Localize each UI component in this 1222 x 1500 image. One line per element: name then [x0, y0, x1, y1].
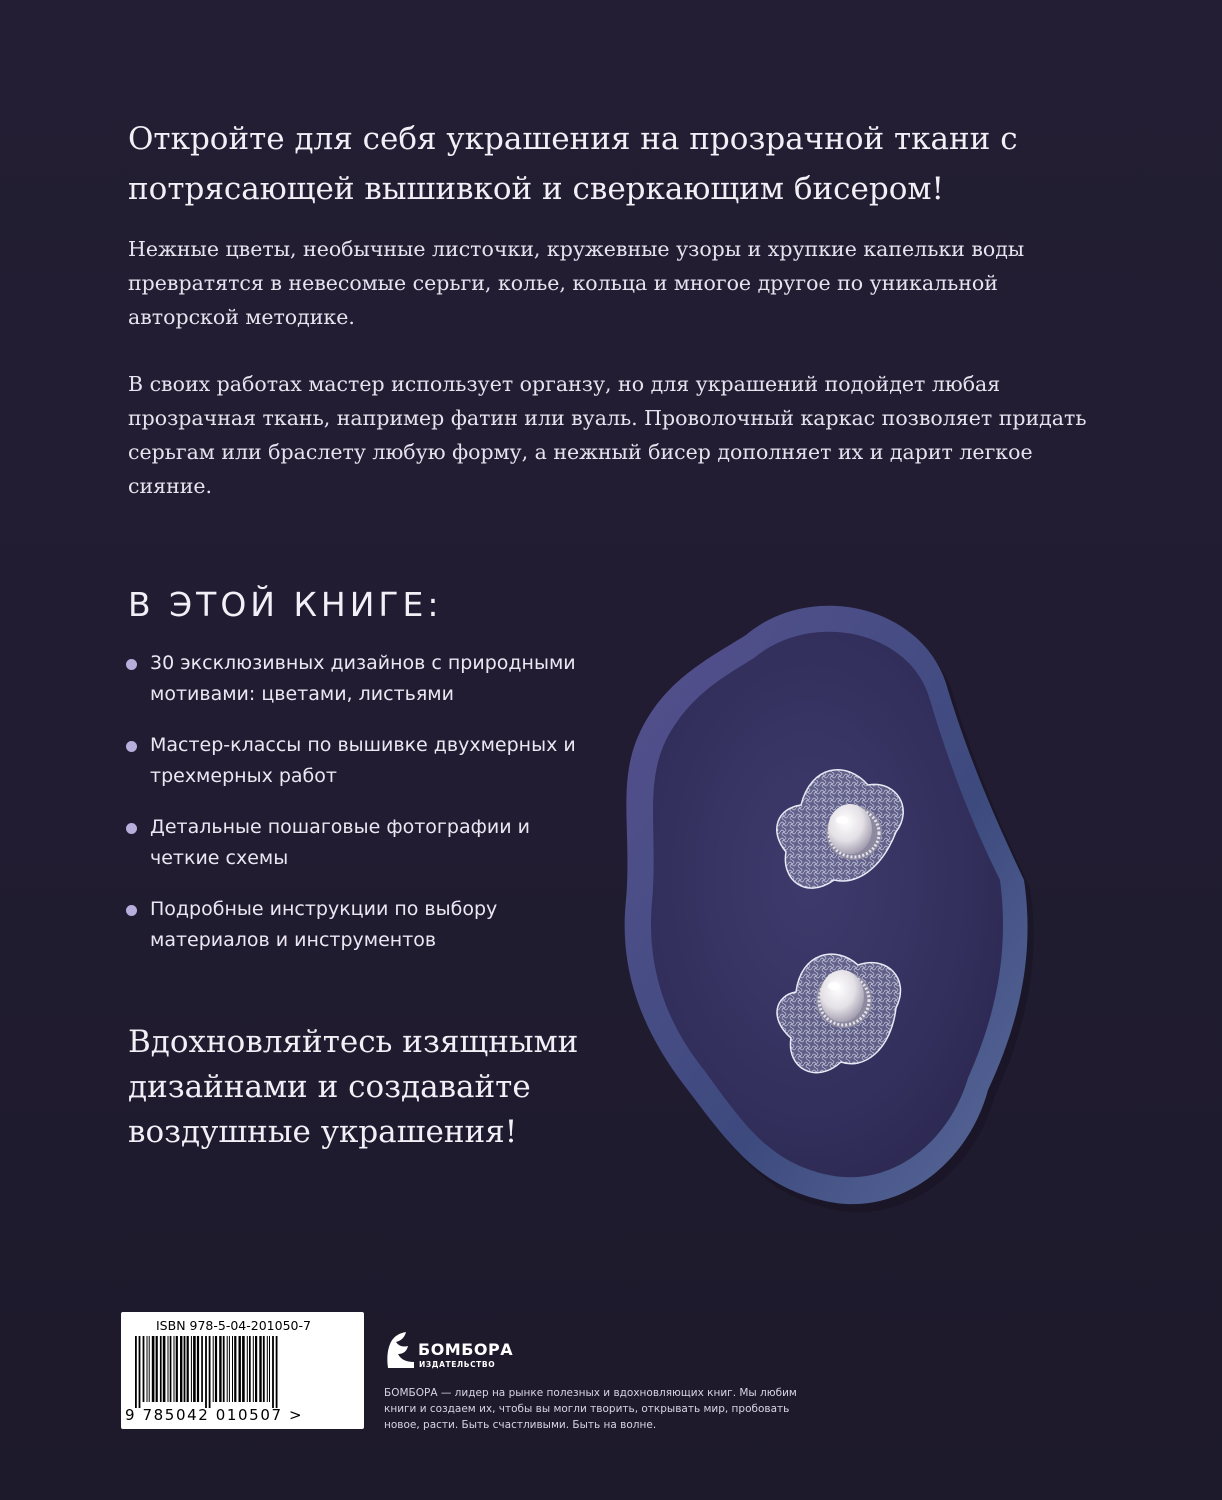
publisher-description: БОМБОРА — лидер на рынке полезных и вдохновляющих книг. Мы любим книги и создаем их, чтобы вы могли творить, открывать мир, пробовать новое, расти. Быть счастливыми. Быть на волне. — [384, 1387, 797, 1431]
barcode-bar — [135, 1336, 137, 1408]
barcode-bar — [227, 1336, 228, 1402]
barcode-bar — [249, 1336, 251, 1402]
barcode-bar — [168, 1336, 169, 1402]
feature-item — [126, 648, 596, 710]
barcode-bar — [267, 1336, 268, 1402]
barcode-box — [121, 1312, 364, 1429]
barcode-bar — [223, 1336, 225, 1402]
barcode-bar — [152, 1336, 155, 1402]
barcode-bar — [259, 1336, 261, 1402]
barcode-bar — [232, 1336, 233, 1402]
barcode-bar — [255, 1336, 257, 1402]
barcode-bar — [180, 1336, 182, 1402]
barcode-bar — [219, 1336, 221, 1402]
publisher-subtitle: ИЗДАТЕЛЬСТВО — [419, 1360, 496, 1369]
barcode-bar — [191, 1336, 192, 1402]
bullet-dot — [126, 741, 137, 752]
barcode-bar — [193, 1336, 196, 1402]
barcode-bar — [139, 1336, 141, 1408]
barcode-bar — [272, 1336, 274, 1408]
isbn-text: ISBN 978-5-04-201050-7 — [156, 1318, 311, 1333]
publisher-name: БОМБОРА — [418, 1340, 514, 1359]
intro-paragraph-1: Нежные цветы, необычные листочки, кружевные узоры и хрупкие капельки воды превратятся в невесомые серьги, колье, кольца и многое другое по уникальной авторской методике. — [128, 237, 1025, 329]
barcode-bar — [149, 1336, 150, 1402]
feature-item — [126, 894, 596, 956]
barcode-bar — [163, 1336, 166, 1402]
barcode-bar — [263, 1336, 265, 1402]
bullet-dot — [126, 659, 137, 670]
barcode-bar — [170, 1336, 172, 1402]
barcode-bar — [205, 1336, 207, 1408]
feature-list — [126, 648, 596, 976]
tray-earrings-photo — [596, 580, 1036, 1220]
barcode-bar — [253, 1336, 254, 1402]
bullet-dot — [126, 905, 137, 916]
feature-text: 30 эксклюзивных дизайнов с природными мотивами: цветами, листьями — [150, 652, 576, 705]
barcode-bar — [143, 1336, 145, 1402]
barcode-bar — [160, 1336, 162, 1402]
barcode-bar — [229, 1336, 230, 1402]
barcode-bar — [276, 1336, 278, 1408]
headline: Откройте для себя украшения на прозрачной ткани с потрясающей вышивкой и сверкающим бисером! — [128, 121, 1018, 207]
barcode-bar — [197, 1336, 199, 1402]
barcode-bar — [269, 1336, 270, 1402]
barcode-bar — [174, 1336, 175, 1402]
barcode-bar — [187, 1336, 189, 1402]
barcode-bar — [209, 1336, 211, 1408]
feature-text: Детальные пошаговые фотографии и четкие схемы — [150, 816, 530, 869]
barcode-bar — [239, 1336, 241, 1402]
barcode-bar — [147, 1336, 148, 1402]
barcode-bar — [176, 1336, 178, 1402]
closing-statement: Вдохновляйтесь изящными дизайнами и создавайте воздушные украшения! — [128, 1024, 579, 1150]
bullet-dot — [126, 823, 137, 834]
intro-paragraph-2: В своих работах мастер использует органзу, но для украшений подойдет любая прозрачная ткань, например фатин или вуаль. Проволочный каркас позволяет придать серьгам или браслету любую форму, а нежный бисер дополняет их и дарит легкое сияние. — [128, 372, 1087, 498]
barcode-bar — [201, 1336, 203, 1402]
barcode-bar — [247, 1336, 248, 1402]
barcode-bar — [242, 1336, 245, 1402]
barcode-bar — [234, 1336, 236, 1402]
feature-item — [126, 812, 596, 874]
feature-item — [126, 730, 596, 792]
feature-text: Мастер-классы по вышивке двухмерных и трехмерных работ — [150, 734, 576, 787]
barcode-bar — [213, 1336, 214, 1402]
barcode-digits: 9 785042 010507 > — [125, 1406, 304, 1424]
barcode-bar — [156, 1336, 158, 1402]
barcode-bar — [215, 1336, 217, 1402]
barcode-bar — [184, 1336, 186, 1402]
section-title: В ЭТОЙ КНИГЕ: — [128, 585, 443, 624]
feature-text: Подробные инструкции по выбору материалов и инструментов — [150, 898, 498, 951]
